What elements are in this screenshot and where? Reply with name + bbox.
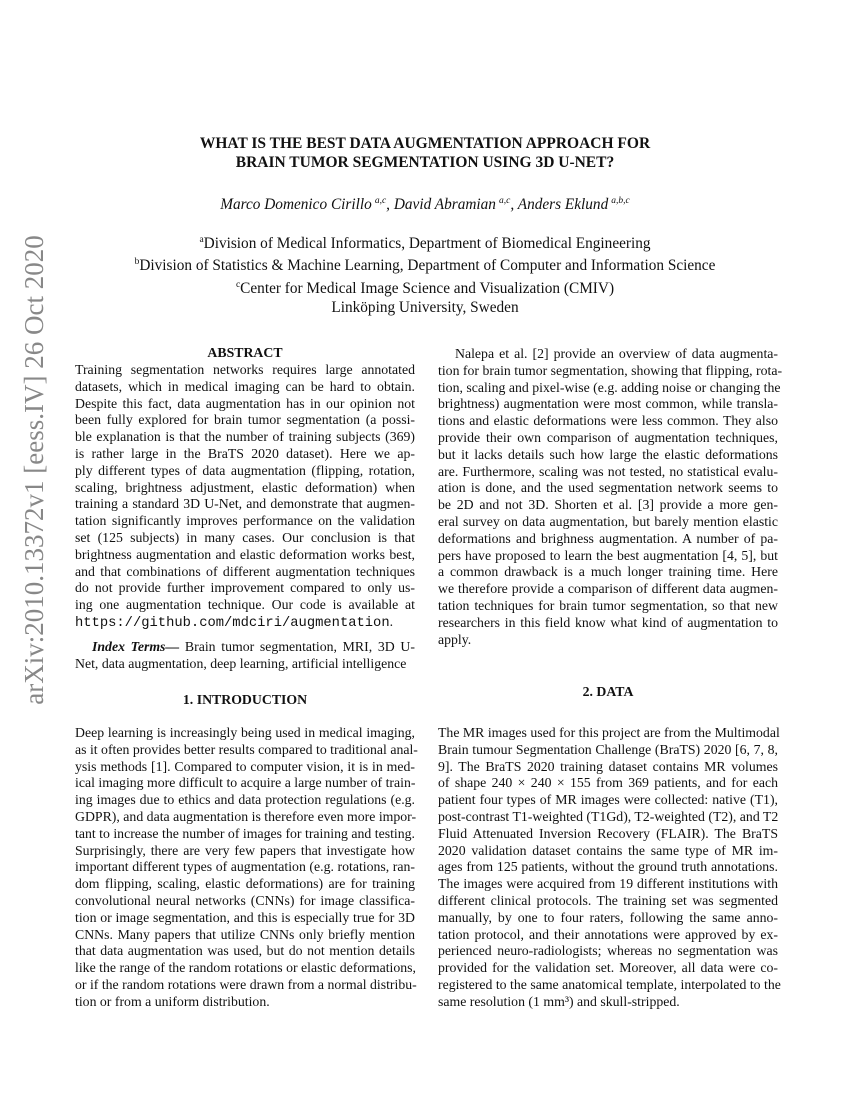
author-name: Anders Eklund [517, 196, 609, 214]
abstract-line: tation significantly improves performance on the validation [75, 513, 415, 529]
index-terms: Index Terms— Brain tumor segmentation, MRI, 3D U- Net, data augmentation, deep learning, artificial intelligence [75, 639, 415, 671]
related-work-line: are. Furthermore, scaling was not tested, no statistical evalu- [438, 463, 778, 479]
affiliation: Linköping University, Sweden [331, 299, 519, 317]
abstract-line: ply different types of data augmentation (flipping, rotation, [75, 462, 415, 478]
abstract-line: and that combinations of different augmentation techniques [75, 563, 415, 579]
affiliation: $^c$Center for Medical Image Science and Visualization (CMIV) [235, 279, 615, 297]
author-list: Marco Domenico Cirillo $^{a,c}$, David Abramian $^{a,c}$, Anders Eklund $^{a,b,c}$ [220, 196, 630, 214]
author-affiliation-mark: a,b,c [611, 196, 630, 206]
introduction-line: like the range of the random rotations or elastic deformations, [75, 960, 416, 976]
data-heading: 2. DATA [582, 684, 634, 699]
abstract-line: Training segmentation networks requires large annotated [75, 362, 415, 377]
abstract-line: scaling, brightness adjustment, elastic deformation) when [75, 479, 415, 495]
author-affiliation-mark: a,c [374, 196, 387, 206]
introduction-line: that data augmentation was used, but do not mention details [75, 943, 415, 959]
related-work-line: be 2D and not 3D. Shorten et al. [3] provide a more gen- [438, 497, 778, 513]
introduction-line: ysis methods [1]. Compared to computer vision, it is in med- [75, 758, 415, 774]
introduction-line: Deep learning is increasingly being used in medical imaging, [75, 725, 415, 740]
data-line: The images were acquired from 19 different institutions with [438, 876, 778, 892]
author-affiliation-mark: a,c [499, 196, 511, 206]
code-url-link[interactable]: https://github.com/mdciri/augmentation [75, 615, 390, 631]
abstract-line: ing one augmentation technique. Our code is available at [75, 597, 415, 613]
data-line: patient four types of MR images were collected: native (T1), [438, 792, 778, 808]
title-line-2: BRAIN TUMOR SEGMENTATION USING 3D U-NET? [235, 154, 615, 171]
abstract-line: ble explanation is that the number of training subjects (369) [75, 429, 415, 445]
introduction-line: important different types of augmentation (e.g. rotations, ran- [75, 859, 415, 875]
introduction-line: CNNs. Many papers that utilize CNNs only briefly mention [75, 926, 415, 942]
data-body [438, 725, 781, 1011]
related-work-line: a common drawback is a much longer training time. Here [438, 564, 778, 580]
introduction-line: tion or image segmentation, and this is especially true for 3D [75, 909, 415, 925]
related-work-line: apply. [438, 631, 472, 647]
title-line-1: WHAT IS THE BEST DATA AUGMENTATION APPROACH FOR [199, 135, 651, 152]
data-line: provided for the validation set. Moreover, all data were co- [438, 960, 778, 976]
abstract-body [75, 362, 415, 631]
data-line: same resolution (1 mm³) and skull-stripped. [438, 993, 680, 1009]
data-line: different clinical protocols. The training set was segmented [438, 892, 778, 908]
data-line: 9]. The BraTS 2020 training dataset contains MR volumes [438, 758, 778, 774]
introduction-line: tion or from a uniform distribution. [75, 993, 270, 1009]
related-work-line: tion for brain tumor segmentation, showing that flipping, rota- [438, 362, 783, 378]
abstract-line: datasets, which in medical imaging can be hard to obtain. [75, 378, 415, 394]
related-work-line: brightness) augmentation were most common, while transla- [438, 396, 778, 412]
introduction-line: tant to increase the number of images for training and testing. [75, 825, 415, 841]
introduction-line: as it often provides better results compared to traditional anal- [75, 741, 418, 757]
affiliation: $^a$Division of Medical Informatics, Department of Biomedical Engineering [199, 235, 651, 253]
related-work-line: provide their own comparison of augmentation techniques, [438, 429, 778, 445]
data-line: Brain tumour Segmentation Challenge (BraTS) 2020 [6, 7, 8, [438, 741, 778, 757]
introduction-line: dom flipping, scaling, elastic deformations) are for training [75, 876, 415, 892]
index-terms-label: Index Terms— [92, 639, 180, 654]
introduction-heading: 1. INTRODUCTION [182, 692, 308, 707]
affiliation: $^b$Division of Statistics & Machine Learning, Department of Computer and Information Science [134, 257, 716, 275]
introduction-line: convolutional neural networks (CNNs) for image classifica- [75, 892, 415, 908]
introduction-line: Surprisingly, there are very few papers that investigate how [75, 842, 415, 858]
abstract-line: https://github.com/mdciri/augmentation. [75, 613, 394, 631]
related-work-line: eral survey on data augmentation, but barely mention elastic [438, 513, 778, 529]
author-name: Marco Domenico Cirillo [220, 196, 372, 214]
abstract-line: brightness augmentation and elastic deformation works best, [75, 546, 415, 562]
related-work-line: tation techniques for brain tumor segmentation, so that new [438, 597, 778, 613]
paper-title [0, 134, 850, 172]
data-line: of shape 240 × 240 × 155 from 369 patients, and for each [438, 775, 778, 791]
introduction-line: or if the random rotations were drawn from a normal distribu- [75, 976, 417, 992]
data-line: The MR images used for this project are from the Multimodal [438, 725, 780, 740]
related-work-line: tion, scaling and pixel-wise (e.g. adding noise or changing the [438, 379, 781, 395]
data-line: manually, by one to four raters, following the same anno- [438, 909, 778, 925]
related-work-line: pers have proposed to learn the best augmentation [4, 5], but [438, 547, 778, 563]
data-line: tation protocol, and their annotations were approved by ex- [438, 926, 778, 942]
data-line: Fluid Attenuated Inversion Recovery (FLAIR). The BraTS [438, 825, 778, 841]
abstract-line: set (125 subjects) in many cases. Our conclusion is that [75, 529, 415, 545]
affiliations [0, 231, 850, 317]
related-work-line: Nalepa et al. [2] provide an overview of data augmenta- [455, 346, 778, 361]
related-work-line: researchers in this field know what kind of augmentation to [438, 614, 778, 630]
introduction-line: ical imaging more difficult to acquire a large number of train- [75, 775, 416, 791]
abstract-line: been fully explored for brain tumor segmentation (a possi- [75, 412, 415, 428]
data-line: ages from 125 patients, without the ground truth annotations. [438, 859, 778, 875]
data-line: post-contrast T1-weighted (T1Gd), T2-weighted (T2), and T2 [438, 808, 779, 824]
abstract-line: is rather large in the BraTS 2020 dataset). Here we ap- [75, 445, 415, 461]
introduction-body [75, 725, 418, 1011]
related-work-body [438, 346, 783, 648]
related-work-line: deformations and brighness augmentation. A number of pa- [438, 530, 778, 546]
introduction-line: ing images due to ethics and data protection regulations (e.g. [75, 792, 415, 808]
data-line: 2020 validation dataset contains the same type of MR im- [438, 842, 778, 858]
related-work-line: we therefore provide a comparison of different data augmen- [438, 581, 778, 597]
abstract-line: training a standard 3D U-Net, and demonstrate that augmen- [75, 496, 415, 512]
author-name: David Abramian [393, 196, 496, 214]
data-line: registered to the same anatomical template, interpolated to the [438, 976, 781, 992]
related-work-line: but it lacks details such how large the elastic deformations [438, 446, 778, 462]
abstract-line: Despite this fact, data augmentation has in our opinion not [75, 395, 415, 411]
abstract-line: do not provide further improvement compared to only us- [75, 580, 415, 596]
related-work-line: tions and elastic deformations were less common. They also [438, 413, 778, 429]
data-line: perienced neuro-radiologists; whereas no segmentation was [438, 943, 778, 959]
arxiv-identifier-stamp: arXiv:2010.13372v1 [eess.IV] 26 Oct 2020 [19, 235, 49, 705]
abstract-heading: ABSTRACT [207, 345, 283, 360]
related-work-line: ation is done, and the used segmentation network seems to [438, 480, 778, 496]
introduction-line: GDPR), and data augmentation is therefore even more impor- [75, 808, 417, 824]
